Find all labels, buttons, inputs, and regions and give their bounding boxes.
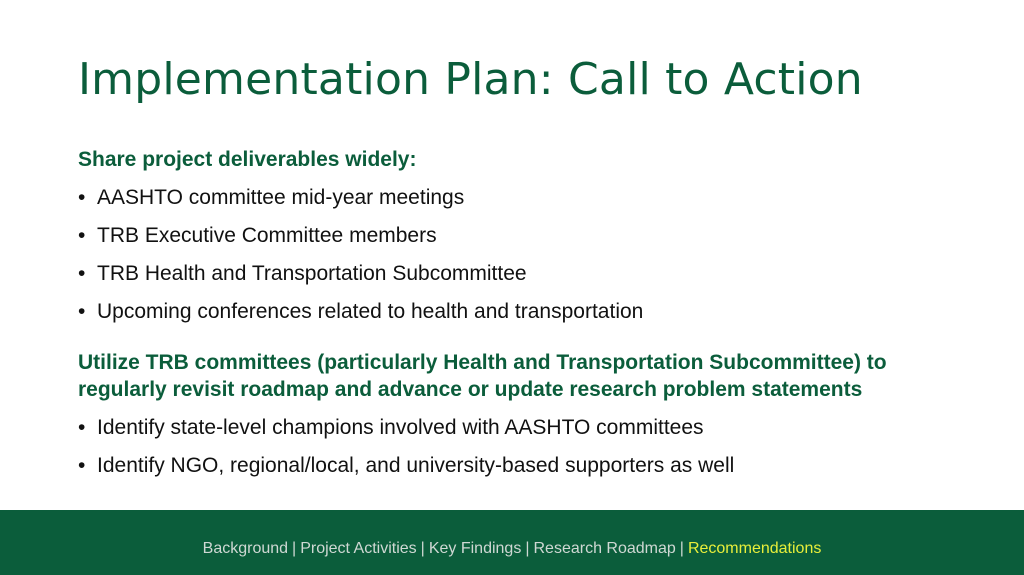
slide-title: Implementation Plan: Call to Action [78, 54, 863, 105]
footer-bar [0, 510, 1024, 575]
section-share-deliverables [78, 146, 978, 325]
bullet-list [78, 414, 978, 479]
nav-separator: | [420, 540, 425, 557]
slide-content [78, 146, 978, 479]
nav-item-background[interactable]: Background [202, 540, 289, 557]
bullet-item: • Upcoming conferences related to health and transportation [78, 298, 978, 325]
section-heading: Utilize TRB committees (particularly Health and Transportation Subcommittee) to regularly revisit roadmap and advance or update research problem statements [78, 351, 887, 401]
bullet-list [78, 184, 978, 325]
bullet-item: • Identify state-level champions involved with AASHTO committees [78, 414, 978, 441]
nav-item-recommendations[interactable]: Recommendations [687, 540, 822, 557]
section-heading: Share project deliverables widely: [78, 148, 417, 171]
nav-item-research-roadmap[interactable]: Research Roadmap [533, 540, 676, 557]
bullet-item: • TRB Executive Committee members [78, 222, 978, 249]
footer-nav [0, 540, 1024, 558]
nav-separator: | [679, 540, 684, 557]
nav-item-key-findings[interactable]: Key Findings [428, 540, 522, 557]
bullet-item: • Identify NGO, regional/local, and university-based supporters as well [78, 452, 978, 479]
nav-separator: | [292, 540, 297, 557]
nav-separator: | [525, 540, 530, 557]
bullet-item: • TRB Health and Transportation Subcommittee [78, 260, 978, 287]
bullet-item: • AASHTO committee mid-year meetings [78, 184, 978, 211]
nav-item-project-activities[interactable]: Project Activities [300, 540, 417, 557]
section-utilize-committees [78, 349, 978, 479]
